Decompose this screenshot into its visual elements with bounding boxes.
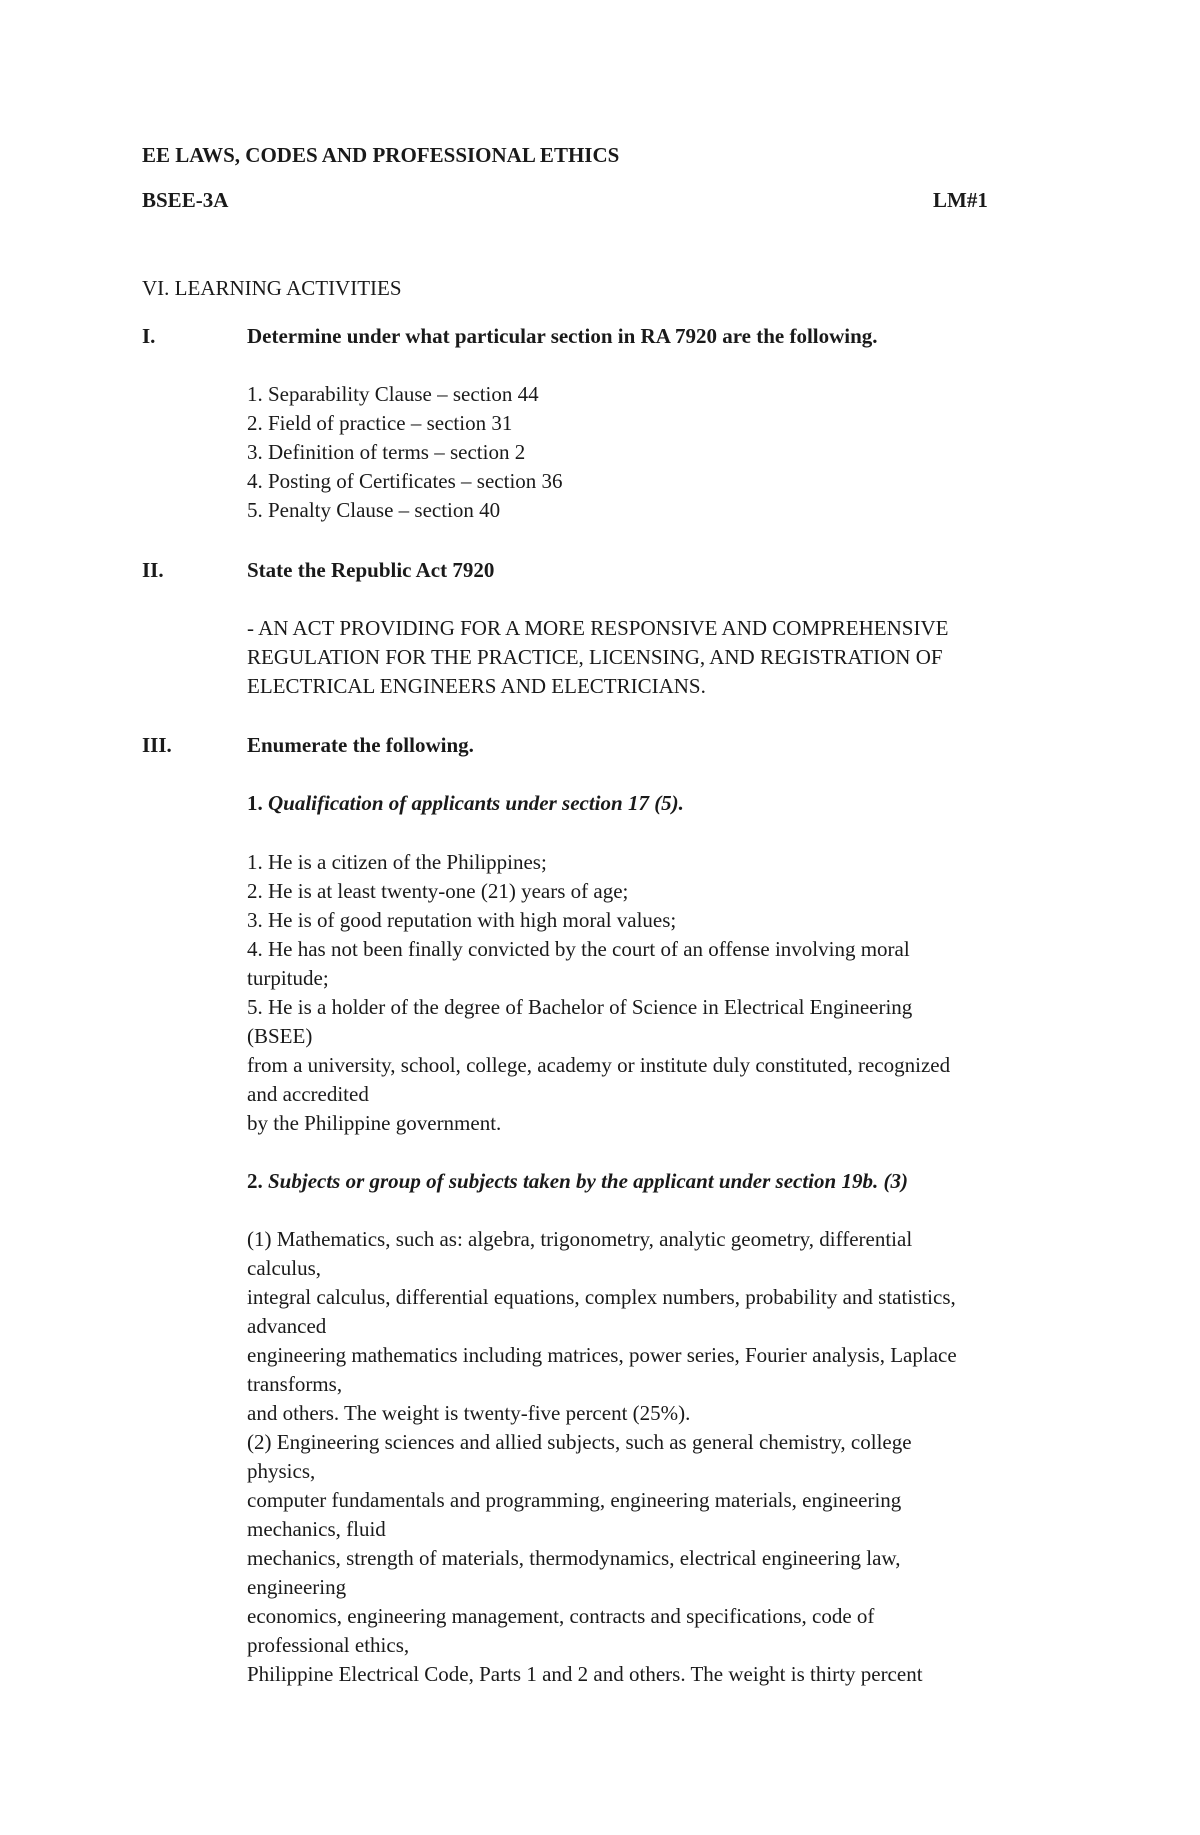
answer-line: physics, (247, 1459, 316, 1483)
answer-line: calculus, (247, 1256, 322, 1280)
section-label: BSEE-3A (142, 188, 229, 212)
part-3-numeral: III. (142, 733, 172, 757)
answer-line: - AN ACT PROVIDING FOR A MORE RESPONSIVE AND COMPREHENSIVE (247, 616, 949, 640)
answer-line: turpitude; (247, 966, 329, 990)
answer-line: 5. He is a holder of the degree of Bachelor of Science in Electrical Engineering (247, 995, 913, 1019)
answer-line: and accredited (247, 1082, 369, 1106)
answer-line: (1) Mathematics, such as: algebra, trigonometry, analytic geometry, differential (247, 1227, 913, 1251)
part-3-instruction: Enumerate the following. (247, 733, 474, 757)
answer-line: computer fundamentals and programming, engineering materials, engineering (247, 1488, 902, 1512)
answer-line: ELECTRICAL ENGINEERS AND ELECTRICIANS. (247, 674, 706, 698)
list-item: 3. Definition of terms – section 2 (247, 440, 526, 464)
answer-line: 3. He is of good reputation with high moral values; (247, 908, 677, 932)
part-2-numeral: II. (142, 558, 164, 582)
answer-line: 4. He has not been finally convicted by the court of an offense involving moral (247, 937, 910, 961)
question-2-number: 2. (247, 1169, 263, 1193)
answer-line: 2. He is at least twenty-one (21) years of age; (247, 879, 629, 903)
question-1-number: 1. (247, 791, 263, 815)
answer-line: and others. The weight is twenty-five percent (25%). (247, 1401, 691, 1425)
part-2-instruction: State the Republic Act 7920 (247, 558, 495, 582)
question-2-heading (247, 1167, 908, 1196)
answer-line: (2) Engineering sciences and allied subjects, such as general chemistry, college (247, 1430, 912, 1454)
answer-line: mechanics, strength of materials, thermodynamics, electrical engineering law, (247, 1546, 901, 1570)
question-1-heading (247, 789, 684, 818)
part-1-numeral: I. (142, 324, 156, 348)
answer-line: mechanics, fluid (247, 1517, 386, 1541)
answer-line: engineering (247, 1575, 347, 1599)
question-2-title: Subjects or group of subjects taken by the applicant under section 19b. (3) (268, 1169, 908, 1193)
answer-line: 1. He is a citizen of the Philippines; (247, 850, 547, 874)
list-item: 2. Field of practice – section 31 (247, 411, 513, 435)
answer-line: Philippine Electrical Code, Parts 1 and 2 and others. The weight is thirty percent (247, 1662, 923, 1686)
list-item: 4. Posting of Certificates – section 36 (247, 469, 563, 493)
part-1-instruction: Determine under what particular section in RA 7920 are the following. (247, 324, 878, 348)
list-item: 1. Separability Clause – section 44 (247, 382, 539, 406)
answer-line: professional ethics, (247, 1633, 410, 1657)
answer-line: engineering mathematics including matrices, power series, Fourier analysis, Laplace (247, 1343, 957, 1367)
question-1-title: Qualification of applicants under section 17 (5). (268, 791, 684, 815)
module-label: LM#1 (933, 188, 988, 212)
answer-line: integral calculus, differential equations, complex numbers, probability and statistics, (247, 1285, 956, 1309)
answer-line: economics, engineering management, contracts and specifications, code of (247, 1604, 875, 1628)
answer-line: (BSEE) (247, 1024, 313, 1048)
learning-activities-heading: VI. LEARNING ACTIVITIES (142, 276, 402, 300)
list-item: 5. Penalty Clause – section 40 (247, 498, 501, 522)
answer-line: by the Philippine government. (247, 1111, 502, 1135)
answer-line: transforms, (247, 1372, 343, 1396)
answer-line: from a university, school, college, academy or institute duly constituted, recognized (247, 1053, 951, 1077)
course-title: EE LAWS, CODES AND PROFESSIONAL ETHICS (142, 143, 620, 167)
answer-line: advanced (247, 1314, 327, 1338)
answer-line: REGULATION FOR THE PRACTICE, LICENSING, AND REGISTRATION OF (247, 645, 943, 669)
